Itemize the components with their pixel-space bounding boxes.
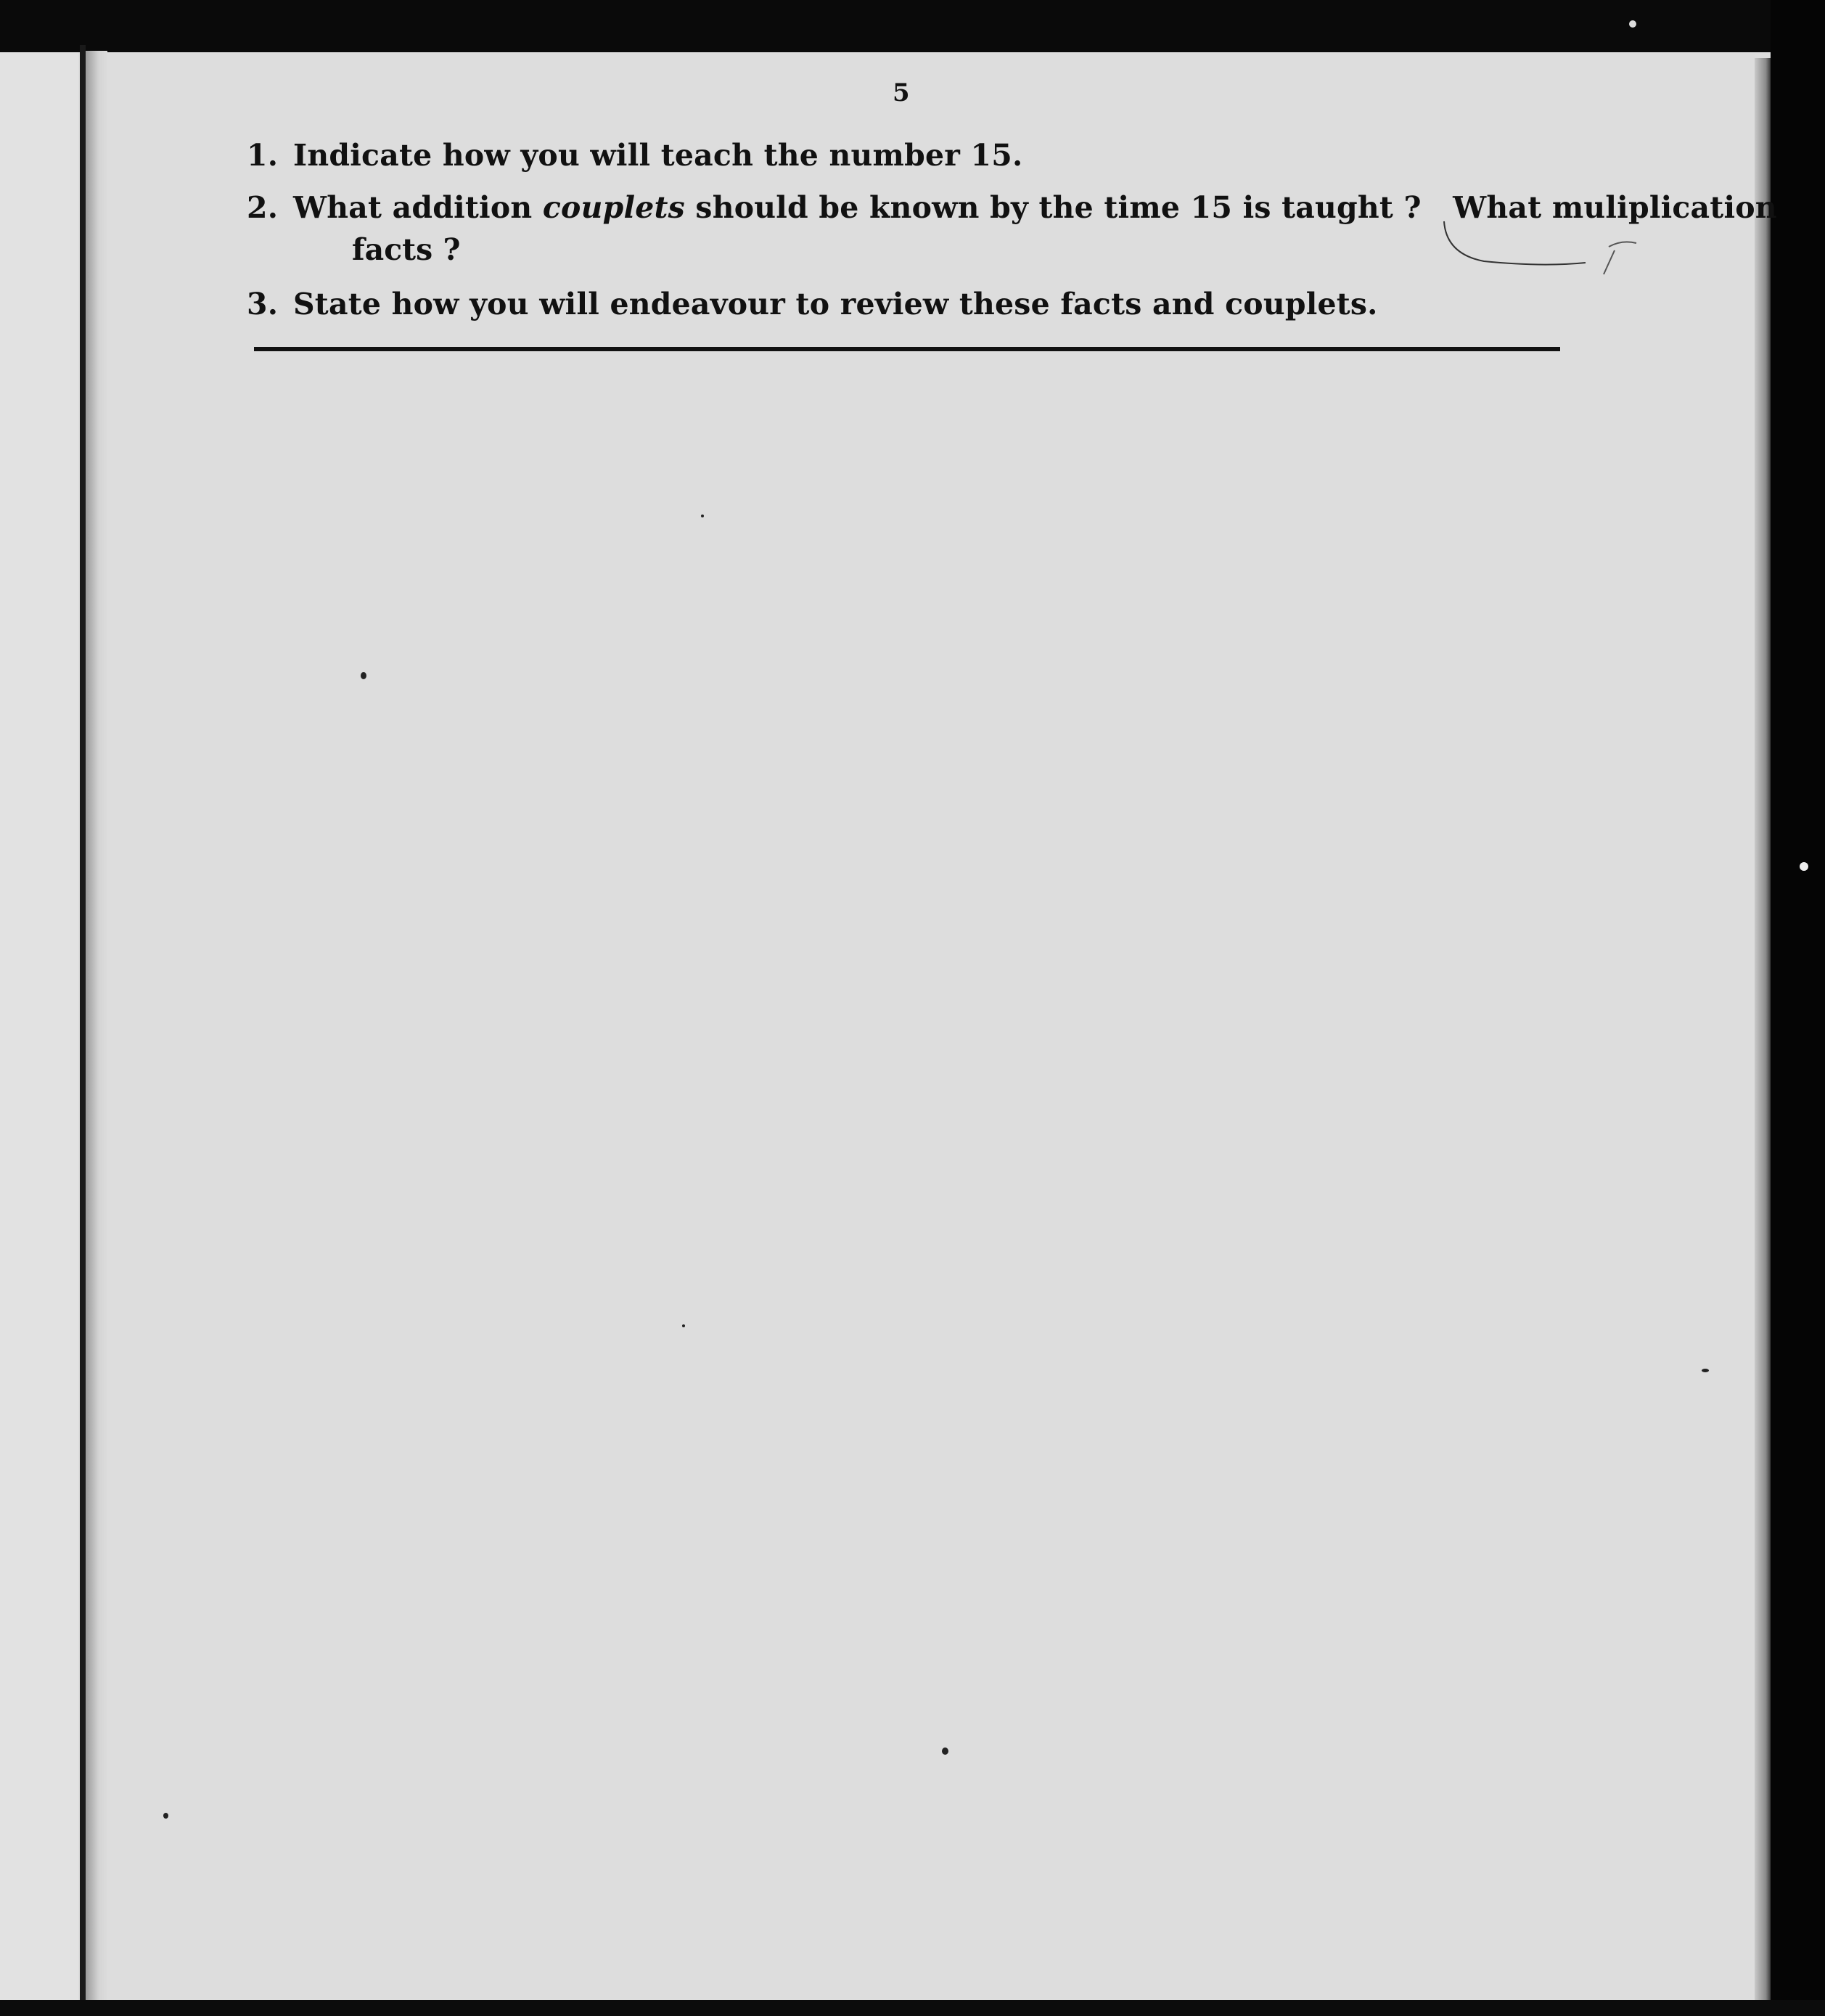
- question-text-end: should be known by the time 15 is taught ? What muliplication: [684, 190, 1777, 225]
- adjacent-page-edge: [0, 52, 78, 2000]
- scan-top-border: [0, 0, 1825, 52]
- question-text: Indicate how you will teach the number 15.: [293, 138, 1023, 173]
- scan-speck: [682, 1324, 685, 1327]
- binding-line: [80, 45, 86, 2000]
- question-number: 1.: [247, 138, 279, 173]
- horizontal-rule: [254, 347, 1560, 351]
- question-2-continuation: facts ?: [352, 232, 461, 267]
- question-text-start: What addition: [293, 190, 543, 225]
- page-number: 5: [893, 78, 910, 107]
- scan-speck: [163, 1813, 168, 1819]
- binding-shadow: [86, 51, 107, 2000]
- scan-speck: [1800, 862, 1808, 871]
- scan-speck: [1629, 20, 1636, 28]
- pencil-annotation-mark: [1440, 218, 1658, 283]
- question-text: State how you will endeavour to review these facts and couplets.: [293, 287, 1378, 321]
- question-number: 3.: [247, 287, 279, 321]
- question-3: [247, 287, 1378, 321]
- scan-bottom-border: [0, 2000, 1825, 2016]
- question-1: [247, 138, 1022, 173]
- question-number: 2.: [247, 190, 279, 225]
- scan-speck: [942, 1747, 948, 1755]
- scan-speck: [701, 515, 704, 517]
- document-page: [107, 54, 1755, 2000]
- question-text-emphasis: couplets: [542, 190, 685, 225]
- scan-speck: [361, 672, 366, 679]
- page-right-edge: [1755, 58, 1771, 2000]
- scan-right-border: [1771, 0, 1825, 2016]
- scan-speck: [1702, 1369, 1709, 1372]
